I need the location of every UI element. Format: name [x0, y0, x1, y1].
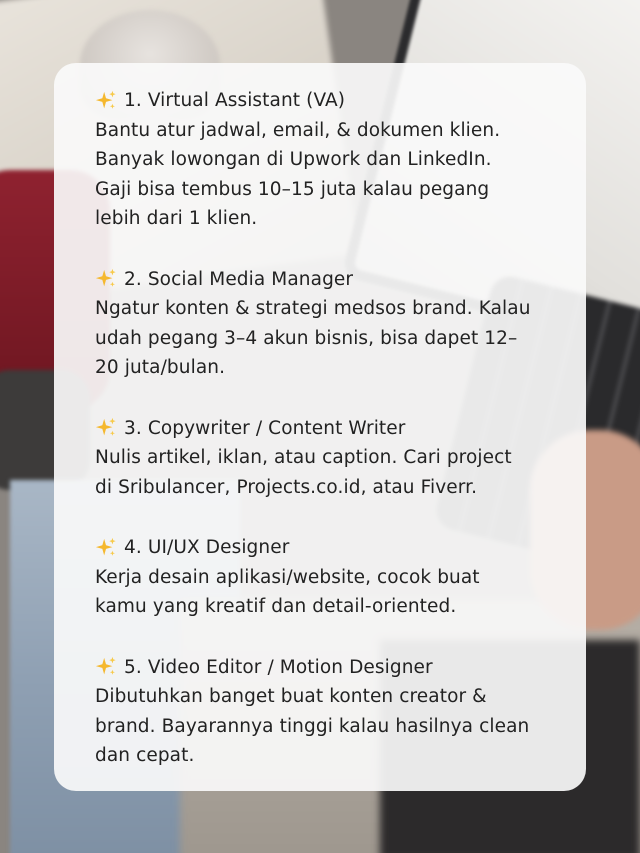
list-item — [95, 653, 560, 771]
item-description-line: kamu yang kreatif dan detail-oriented. — [95, 596, 457, 617]
item-description-line: dan cepat. — [95, 745, 195, 766]
item-description-line: Kerja desain aplikasi/website, cocok buat — [95, 566, 480, 588]
item-title: 3. Copywriter / Content Writer — [124, 417, 406, 439]
item-description-line: brand. Bayarannya tinggi kalau hasilnya clean — [95, 715, 530, 737]
item-description-line: lebih dari 1 klien. — [95, 208, 258, 229]
item-title: 4. UI/UX Designer — [124, 537, 290, 558]
item-description-line: Banyak lowongan di Upwork dan LinkedIn. — [95, 149, 492, 170]
sparkles-icon — [95, 656, 117, 678]
item-heading — [95, 265, 560, 295]
item-description-line: Ngatur konten & strategi medsos brand. Kalau — [95, 298, 531, 319]
sparkles-icon — [95, 417, 117, 439]
item-title: 5. Video Editor / Motion Designer — [124, 656, 433, 678]
item-title: 2. Social Media Manager — [124, 268, 354, 290]
list-item — [95, 533, 560, 622]
item-heading — [95, 414, 560, 444]
item-description-line: Gaji bisa tembus 10–15 juta kalau pegang — [95, 178, 490, 200]
list-item — [95, 414, 560, 503]
sparkles-icon — [95, 90, 117, 112]
item-title: 1. Virtual Assistant (VA) — [124, 90, 346, 111]
list-item — [95, 86, 560, 234]
sparkles-icon — [95, 268, 117, 290]
item-description-line: Nulis artikel, iklan, atau caption. Cari project — [95, 447, 512, 468]
item-description-line: 20 juta/bulan. — [95, 357, 226, 378]
item-description-line: Dibutuhkan banget buat konten creator & — [95, 686, 487, 707]
item-heading — [95, 653, 560, 683]
item-description-line: di Sribulancer, Projects.co.id, atau Fiverr. — [95, 476, 478, 498]
list-item — [95, 265, 560, 383]
item-description-line: Bantu atur jadwal, email, & dokumen klien. — [95, 119, 501, 141]
item-description-line: udah pegang 3–4 akun bisnis, bisa dapet 12– — [95, 327, 518, 349]
text-card — [54, 63, 586, 791]
item-heading — [95, 533, 560, 563]
sparkles-icon — [95, 537, 117, 559]
item-heading — [95, 86, 560, 116]
